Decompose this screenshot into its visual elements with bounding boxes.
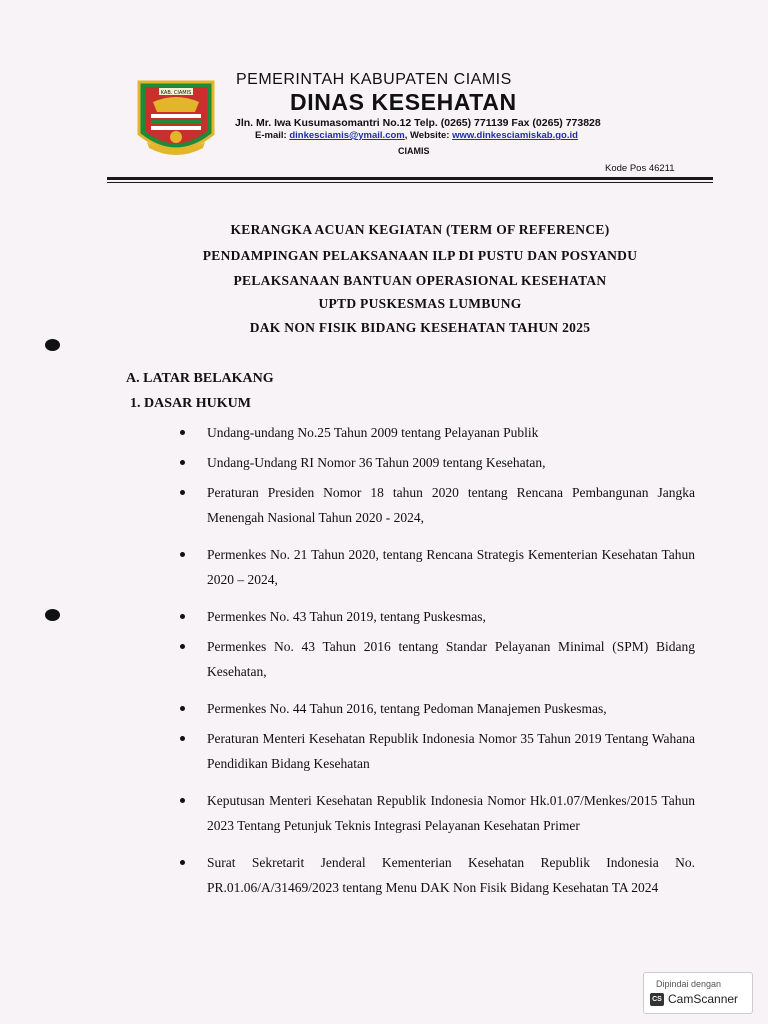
letterhead-address: Jln. Mr. Iwa Kusumasomantri No.12 Telp. (0265) 771139 Fax (0265) 773828 (235, 117, 601, 129)
bullet-icon (180, 460, 185, 465)
title-line-4: UPTD PUSKESMAS LUMBUNG (318, 296, 522, 311)
bullet-icon (180, 614, 185, 619)
bullet-icon (180, 644, 185, 649)
legal-basis-list (180, 420, 695, 912)
list-item: Peraturan Presiden Nomor 18 tahun 2020 tentang Rencana Pembangunan Jangka Menengah Nasional Tahun 2020 - 2024, (180, 480, 695, 530)
bullet-icon (180, 706, 185, 711)
list-item: Peraturan Menteri Kesehatan Republik Indonesia Nomor 35 Tahun 2019 Tentang Wahana Pendidikan Bidang Kesehatan (180, 726, 695, 776)
watermark-brand: CamScanner (668, 992, 739, 1006)
email-link[interactable]: dinkesciamis@ymail.com (289, 130, 405, 141)
camscanner-watermark (643, 972, 753, 1014)
bullet-icon (180, 552, 185, 557)
list-item: Undang-Undang RI Nomor 36 Tahun 2009 tentang Kesehatan, (180, 450, 695, 480)
camscanner-logo-icon: CS (650, 993, 664, 1006)
list-item: Permenkes No. 21 Tahun 2020, tentang Rencana Strategis Kementerian Kesehatan Tahun 2020 – 2024, (180, 542, 695, 592)
bullet-icon (180, 490, 185, 495)
title-line-1: KERANGKA ACUAN KEGIATAN (TERM OF REFERENCE) (230, 222, 610, 237)
title-line-2: PENDAMPINGAN PELAKSANAAN ILP DI PUSTU DAN POSYANDU (202, 248, 638, 263)
letterhead-postal-code: Kode Pos 46211 (605, 163, 675, 174)
letterhead-contact (255, 130, 578, 141)
letterhead-city: CIAMIS (398, 146, 430, 156)
list-item: Undang-undang No.25 Tahun 2009 tentang Pelayanan Publik (180, 420, 695, 450)
bullet-icon (180, 736, 185, 741)
punch-hole-mark (45, 609, 60, 621)
letterhead-department: DINAS KESEHATAN (290, 89, 517, 115)
subsection-heading-1: 1. DASAR HUKUM (130, 396, 251, 411)
list-item: Surat Sekretarit Jenderal Kementerian Kesehatan Republik Indonesia No. PR.01.06/A/31469/2023 tentang Menu DAK Non Fisik Bidang Kesehatan TA 2024 (180, 850, 695, 900)
watermark-caption: Dipindai dengan (656, 979, 722, 989)
list-item: Permenkes No. 44 Tahun 2016, tentang Pedoman Manajemen Puskesmas, (180, 696, 695, 726)
letterhead-government: PEMERINTAH KABUPATEN CIAMIS (236, 71, 512, 88)
list-item: Permenkes No. 43 Tahun 2016 tentang Standar Pelayanan Minimal (SPM) Bidang Kesehatan, (180, 634, 695, 684)
title-line-5: DAK NON FISIK BIDANG KESEHATAN TAHUN 2025 (249, 320, 591, 335)
bullet-icon (180, 860, 185, 865)
website-link[interactable]: www.dinkesciamiskab.go.id (452, 130, 578, 141)
bullet-icon (180, 798, 185, 803)
letterhead-rule-thin (107, 182, 713, 183)
letterhead-rule-thick (107, 177, 713, 180)
list-item: Permenkes No. 43 Tahun 2019, tentang Puskesmas, (180, 604, 695, 634)
title-line-3: PELAKSANAAN BANTUAN OPERASIONAL KESEHATAN (233, 273, 607, 288)
svg-text:KAB. CIAMIS: KAB. CIAMIS (160, 90, 192, 96)
website-label: , Website: (404, 130, 450, 141)
section-heading-a: A. LATAR BELAKANG (126, 371, 274, 386)
email-label: E-mail: (255, 130, 287, 141)
list-item: Keputusan Menteri Kesehatan Republik Indonesia Nomor Hk.01.07/Menkes/2015 Tahun 2023 Tentang Petunjuk Teknis Integrasi Pelayanan Kesehatan Primer (180, 788, 695, 838)
bullet-icon (180, 430, 185, 435)
ciamis-emblem-logo (133, 76, 219, 160)
punch-hole-mark (45, 339, 60, 351)
